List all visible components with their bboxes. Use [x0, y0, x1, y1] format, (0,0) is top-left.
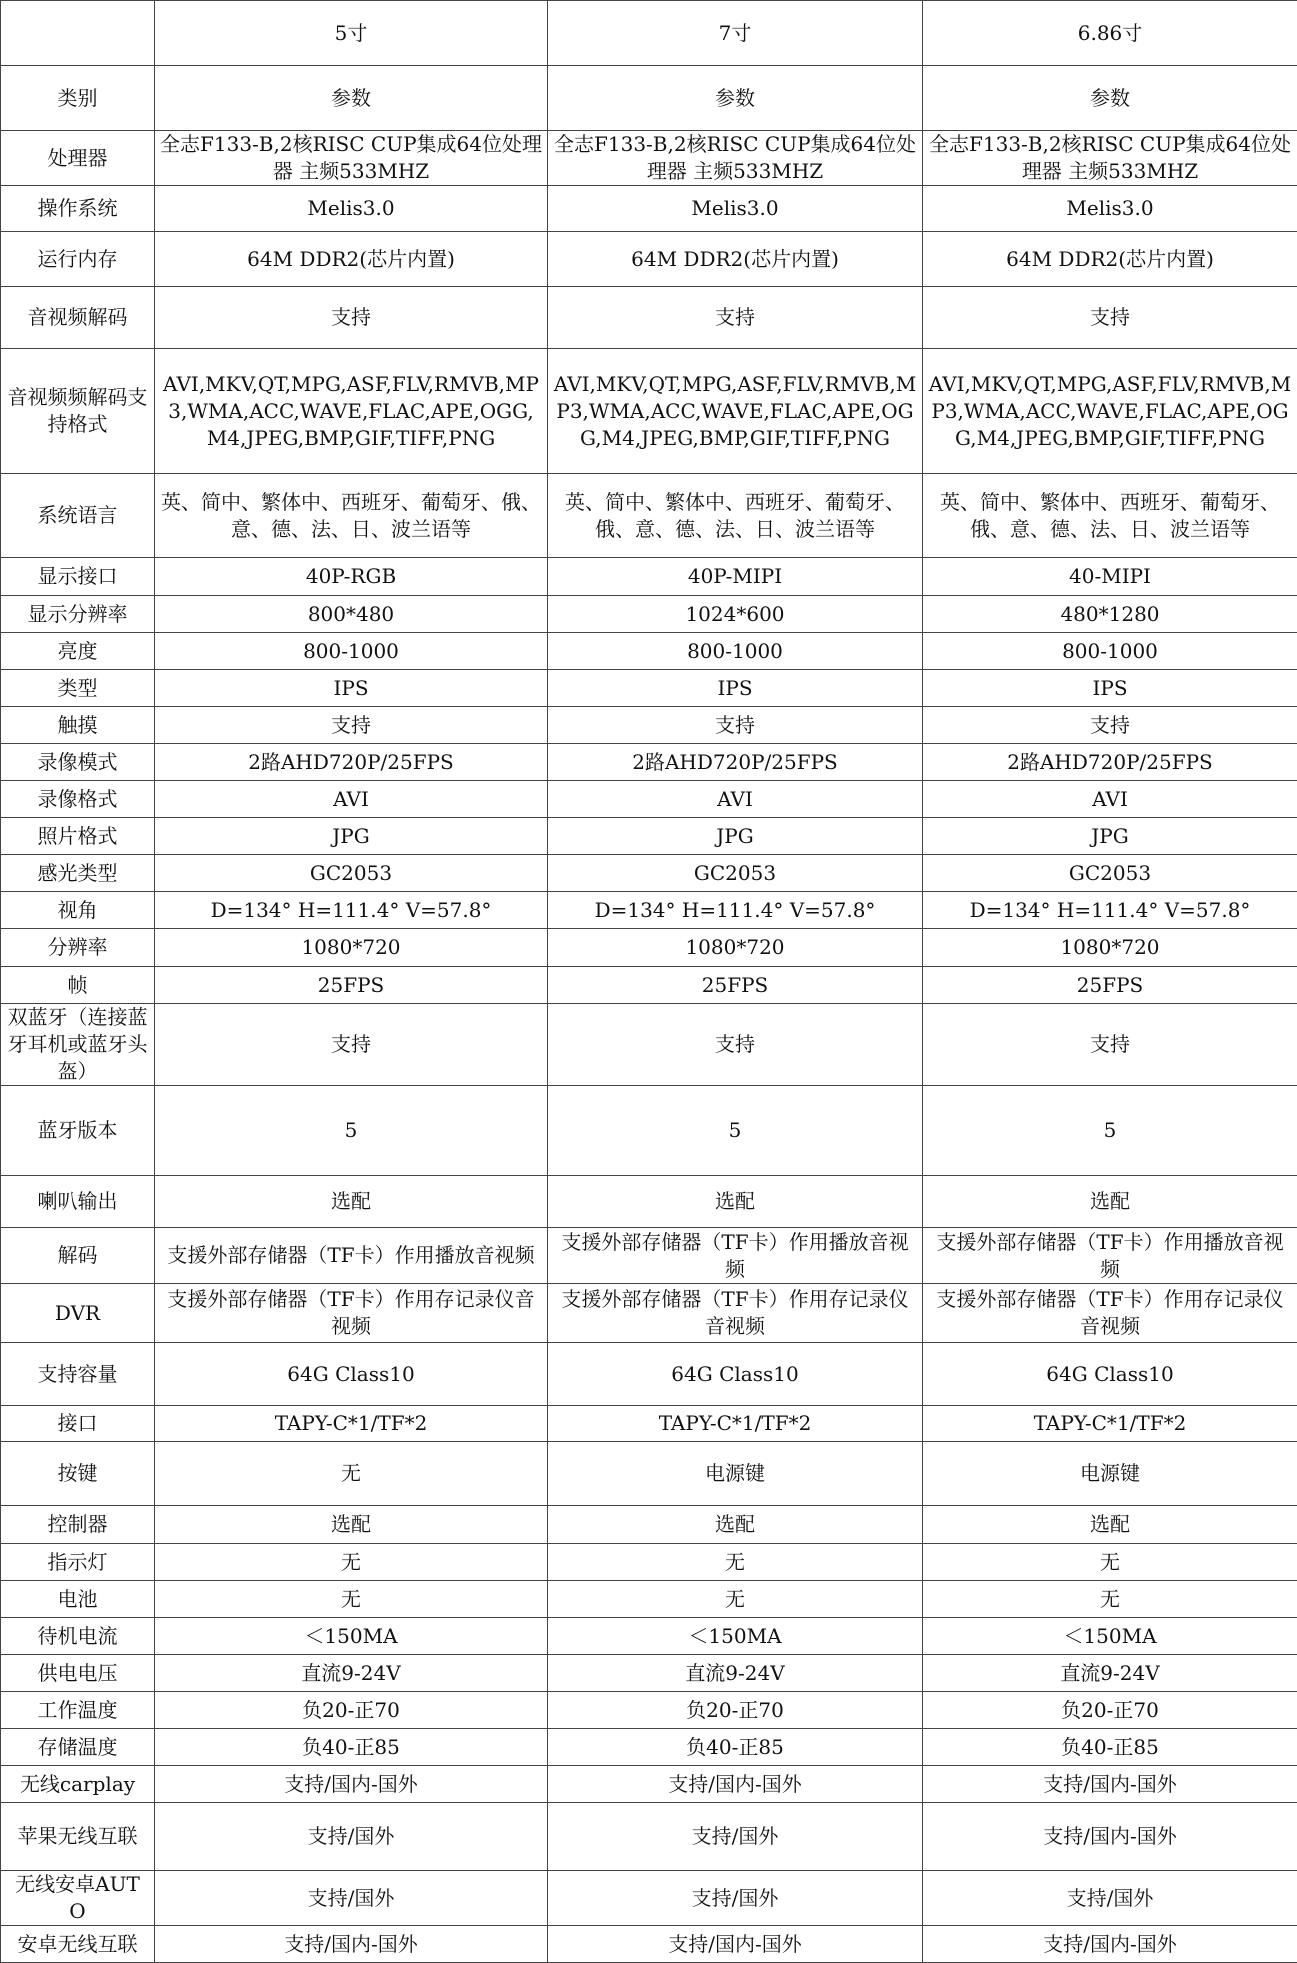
value-cell: 支持	[548, 1004, 923, 1086]
value-cell: 支持/国外	[155, 1803, 548, 1871]
value-cell: 支援外部存储器（TF卡）作用播放音视频	[548, 1228, 923, 1284]
table-row	[1, 1228, 1297, 1284]
row-label: 苹果无线互联	[1, 1803, 155, 1871]
table-row	[1, 1871, 1297, 1926]
value-cell: 800-1000	[548, 633, 923, 670]
value-cell: TAPY-C*1/TF*2	[548, 1406, 923, 1442]
value-cell: 参数	[155, 66, 548, 131]
table-row	[1, 1176, 1297, 1228]
value-cell: 40P-RGB	[155, 558, 548, 596]
table-row	[1, 1343, 1297, 1406]
value-cell: Melis3.0	[923, 186, 1297, 232]
value-cell: TAPY-C*1/TF*2	[155, 1406, 548, 1442]
value-cell: 无	[548, 1581, 923, 1618]
table-row	[1, 186, 1297, 232]
value-cell: 无	[548, 1544, 923, 1581]
table-row	[1, 892, 1297, 929]
value-cell: 支持/国外	[548, 1803, 923, 1871]
value-cell: AVI,MKV,QT,MPG,ASF,FLV,RMVB,MP3,WMA,ACC,WAVE,FLAC,APE,OGG,M4,JPEG,BMP,GIF,TIFF,PNG	[155, 349, 548, 474]
table-row	[1, 670, 1297, 707]
value-cell: 参数	[923, 66, 1297, 131]
table-row	[1, 1618, 1297, 1655]
value-cell: 支援外部存储器（TF卡）作用播放音视频	[923, 1228, 1297, 1284]
value-cell: 支持/国内-国外	[923, 1803, 1297, 1871]
value-cell: 2路AHD720P/25FPS	[923, 744, 1297, 781]
value-cell: 负40-正85	[155, 1729, 548, 1766]
value-cell: 2路AHD720P/25FPS	[155, 744, 548, 781]
header-col-5inch: 5寸	[155, 1, 548, 66]
value-cell: 负20-正70	[548, 1692, 923, 1729]
value-cell: ＜150MA	[923, 1618, 1297, 1655]
table-row	[1, 781, 1297, 818]
table-row	[1, 1655, 1297, 1692]
value-cell: 无	[155, 1581, 548, 1618]
table-row	[1, 558, 1297, 596]
table-row	[1, 1284, 1297, 1343]
value-cell: 支持/国内-国外	[923, 1766, 1297, 1803]
row-label: 显示接口	[1, 558, 155, 596]
value-cell: 支持/国内-国外	[155, 1926, 548, 1963]
row-label: 类型	[1, 670, 155, 707]
value-cell: GC2053	[923, 855, 1297, 892]
row-label: 音视频频解码支持格式	[1, 349, 155, 474]
value-cell: JPG	[155, 818, 548, 855]
table-row	[1, 818, 1297, 855]
row-label: 运行内存	[1, 232, 155, 287]
header-col-7inch: 7寸	[548, 1, 923, 66]
value-cell: GC2053	[548, 855, 923, 892]
row-label: 存储温度	[1, 1729, 155, 1766]
value-cell: 支持	[923, 287, 1297, 349]
value-cell: JPG	[923, 818, 1297, 855]
table-row	[1, 131, 1297, 186]
value-cell: 25FPS	[548, 967, 923, 1004]
value-cell: 1080*720	[155, 929, 548, 967]
value-cell: 选配	[923, 1176, 1297, 1228]
header-col-6-86inch: 6.86寸	[923, 1, 1297, 66]
row-label: 接口	[1, 1406, 155, 1442]
value-cell: 支援外部存储器（TF卡）作用播放音视频	[155, 1228, 548, 1284]
table-row	[1, 633, 1297, 670]
value-cell: AVI	[155, 781, 548, 818]
table-row	[1, 855, 1297, 892]
value-cell: 直流9-24V	[548, 1655, 923, 1692]
header-corner-cell	[1, 1, 155, 66]
value-cell: 25FPS	[923, 967, 1297, 1004]
value-cell: 支持	[155, 287, 548, 349]
row-label: 录像模式	[1, 744, 155, 781]
row-label: 触摸	[1, 707, 155, 744]
value-cell: IPS	[923, 670, 1297, 707]
row-label: DVR	[1, 1284, 155, 1343]
table-row	[1, 596, 1297, 633]
value-cell: 支援外部存储器（TF卡）作用存记录仪音视频	[548, 1284, 923, 1343]
value-cell: 1080*720	[923, 929, 1297, 967]
row-label: 供电电压	[1, 1655, 155, 1692]
value-cell: 480*1280	[923, 596, 1297, 633]
table-row	[1, 1442, 1297, 1506]
value-cell: 支持	[923, 1004, 1297, 1086]
row-label: 视角	[1, 892, 155, 929]
value-cell: 英、简中、繁体中、西班牙、葡萄牙、俄、意、德、法、日、波兰语等	[923, 474, 1297, 558]
value-cell: IPS	[155, 670, 548, 707]
row-label: 工作温度	[1, 1692, 155, 1729]
table-row	[1, 232, 1297, 287]
value-cell: 支援外部存储器（TF卡）作用存记录仪音视频	[923, 1284, 1297, 1343]
value-cell: ＜150MA	[155, 1618, 548, 1655]
table-row	[1, 1086, 1297, 1176]
table-row	[1, 1506, 1297, 1544]
table-row	[1, 474, 1297, 558]
value-cell: 支持	[155, 707, 548, 744]
value-cell: 全志F133-B,2核RISC CUP集成64位处理器 主频533MHZ	[548, 131, 923, 186]
value-cell: 无	[923, 1581, 1297, 1618]
value-cell: 支持/国外	[548, 1871, 923, 1926]
value-cell: 支持/国外	[923, 1871, 1297, 1926]
table-row	[1, 1766, 1297, 1803]
value-cell: GC2053	[155, 855, 548, 892]
row-label: 控制器	[1, 1506, 155, 1544]
value-cell: 电源键	[923, 1442, 1297, 1506]
value-cell: AVI,MKV,QT,MPG,ASF,FLV,RMVB,MP3,WMA,ACC,WAVE,FLAC,APE,OGG,M4,JPEG,BMP,GIF,TIFF,PNG	[923, 349, 1297, 474]
value-cell: 支持	[548, 287, 923, 349]
value-cell: 电源键	[548, 1442, 923, 1506]
value-cell: 800-1000	[155, 633, 548, 670]
value-cell: ＜150MA	[548, 1618, 923, 1655]
value-cell: 64M DDR2(芯片内置)	[548, 232, 923, 287]
row-label: 解码	[1, 1228, 155, 1284]
value-cell: 参数	[548, 66, 923, 131]
value-cell: 支援外部存储器（TF卡）作用存记录仪音视频	[155, 1284, 548, 1343]
value-cell: 40P-MIPI	[548, 558, 923, 596]
value-cell: 64M DDR2(芯片内置)	[155, 232, 548, 287]
value-cell: 选配	[548, 1176, 923, 1228]
header-row	[1, 1, 1297, 66]
table-row	[1, 707, 1297, 744]
value-cell: Melis3.0	[548, 186, 923, 232]
row-label: 待机电流	[1, 1618, 155, 1655]
value-cell: 支持/国内-国外	[923, 1926, 1297, 1963]
value-cell: 5	[923, 1086, 1297, 1176]
value-cell: 负40-正85	[548, 1729, 923, 1766]
value-cell: D=134° H=111.4° V=57.8°	[923, 892, 1297, 929]
row-label: 电池	[1, 1581, 155, 1618]
value-cell: 40-MIPI	[923, 558, 1297, 596]
row-label: 音视频解码	[1, 287, 155, 349]
value-cell: 选配	[155, 1506, 548, 1544]
value-cell: 800-1000	[923, 633, 1297, 670]
value-cell: 800*480	[155, 596, 548, 633]
value-cell: 2路AHD720P/25FPS	[548, 744, 923, 781]
value-cell: D=134° H=111.4° V=57.8°	[548, 892, 923, 929]
row-label: 按键	[1, 1442, 155, 1506]
value-cell: 5	[548, 1086, 923, 1176]
value-cell: D=134° H=111.4° V=57.8°	[155, 892, 548, 929]
value-cell: IPS	[548, 670, 923, 707]
row-label: 类别	[1, 66, 155, 131]
table-row	[1, 744, 1297, 781]
value-cell: 负40-正85	[923, 1729, 1297, 1766]
table-row	[1, 287, 1297, 349]
value-cell: 无	[155, 1442, 548, 1506]
row-label: 录像格式	[1, 781, 155, 818]
value-cell: 64G Class10	[548, 1343, 923, 1406]
value-cell: AVI	[548, 781, 923, 818]
table-row	[1, 1729, 1297, 1766]
value-cell: 1080*720	[548, 929, 923, 967]
value-cell: AVI,MKV,QT,MPG,ASF,FLV,RMVB,MP3,WMA,ACC,WAVE,FLAC,APE,OGG,M4,JPEG,BMP,GIF,TIFF,PNG	[548, 349, 923, 474]
value-cell: 直流9-24V	[923, 1655, 1297, 1692]
row-label: 无线carplay	[1, 1766, 155, 1803]
value-cell: 64G Class10	[155, 1343, 548, 1406]
value-cell: 负20-正70	[155, 1692, 548, 1729]
value-cell: 英、简中、繁体中、西班牙、葡萄牙、俄、意、德、法、日、波兰语等	[548, 474, 923, 558]
table-row	[1, 1544, 1297, 1581]
value-cell: 全志F133-B,2核RISC CUP集成64位处理器 主频533MHZ	[155, 131, 548, 186]
row-label: 蓝牙版本	[1, 1086, 155, 1176]
value-cell: 64G Class10	[923, 1343, 1297, 1406]
value-cell: 5	[155, 1086, 548, 1176]
value-cell: AVI	[923, 781, 1297, 818]
row-label: 处理器	[1, 131, 155, 186]
table-row	[1, 1803, 1297, 1871]
row-label: 指示灯	[1, 1544, 155, 1581]
row-label: 照片格式	[1, 818, 155, 855]
value-cell: JPG	[548, 818, 923, 855]
row-label: 双蓝牙（连接蓝牙耳机或蓝牙头盔）	[1, 1004, 155, 1086]
value-cell: 支持/国外	[155, 1871, 548, 1926]
value-cell: 支持/国内-国外	[155, 1766, 548, 1803]
table-row	[1, 1406, 1297, 1442]
table-row	[1, 1692, 1297, 1729]
row-label: 无线安卓AUTO	[1, 1871, 155, 1926]
row-label: 操作系统	[1, 186, 155, 232]
value-cell: 支持	[548, 707, 923, 744]
table-row	[1, 929, 1297, 967]
table-row	[1, 1926, 1297, 1963]
value-cell: 选配	[548, 1506, 923, 1544]
value-cell: 直流9-24V	[155, 1655, 548, 1692]
row-label: 分辨率	[1, 929, 155, 967]
row-label: 安卓无线互联	[1, 1926, 155, 1963]
value-cell: 全志F133-B,2核RISC CUP集成64位处理器 主频533MHZ	[923, 131, 1297, 186]
value-cell: 无	[923, 1544, 1297, 1581]
row-label: 显示分辨率	[1, 596, 155, 633]
table-row	[1, 349, 1297, 474]
value-cell: Melis3.0	[155, 186, 548, 232]
value-cell: TAPY-C*1/TF*2	[923, 1406, 1297, 1442]
value-cell: 25FPS	[155, 967, 548, 1004]
row-label: 帧	[1, 967, 155, 1004]
row-label: 系统语言	[1, 474, 155, 558]
row-label: 支持容量	[1, 1343, 155, 1406]
table-row	[1, 1581, 1297, 1618]
value-cell: 无	[155, 1544, 548, 1581]
row-label: 感光类型	[1, 855, 155, 892]
value-cell: 支持/国内-国外	[548, 1926, 923, 1963]
value-cell: 支持	[155, 1004, 548, 1086]
table-row	[1, 967, 1297, 1004]
table-row	[1, 1004, 1297, 1086]
value-cell: 选配	[923, 1506, 1297, 1544]
value-cell: 选配	[155, 1176, 548, 1228]
value-cell: 支持/国内-国外	[548, 1766, 923, 1803]
value-cell: 英、简中、繁体中、西班牙、葡萄牙、俄、意、德、法、日、波兰语等	[155, 474, 548, 558]
value-cell: 负20-正70	[923, 1692, 1297, 1729]
value-cell: 支持	[923, 707, 1297, 744]
value-cell: 1024*600	[548, 596, 923, 633]
table-row	[1, 66, 1297, 131]
value-cell: 64M DDR2(芯片内置)	[923, 232, 1297, 287]
row-label: 喇叭输出	[1, 1176, 155, 1228]
row-label: 亮度	[1, 633, 155, 670]
